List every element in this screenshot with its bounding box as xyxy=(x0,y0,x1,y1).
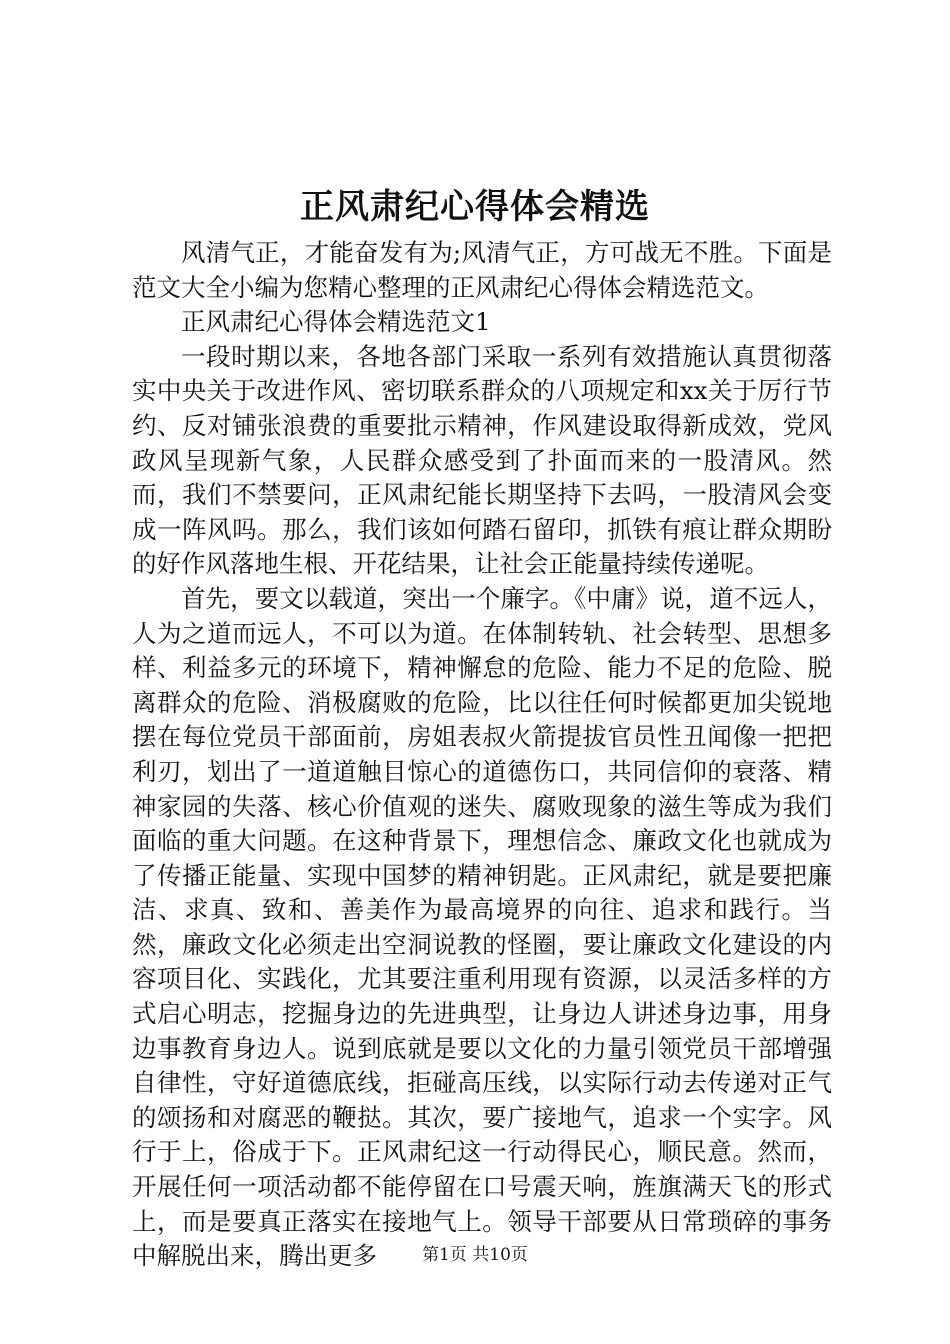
document-body xyxy=(132,236,832,1274)
body-paragraph: 一段时期以来，各地各部门采取一系列有效措施认真贯彻落实中央关于改进作风、密切联系群众的八项规定和xx关于厉行节约、反对铺张浪费的重要批示精神，作风建设取得新成效，党风政风呈现新气象，人民群众感受到了扑面而来的一股清风。然而，我们不禁要问，正风肃纪能长期坚持下去吗，一股清风会变成一阵风吗。那么，我们该如何踏石留印，抓铁有痕让群众期盼的好作风落地生根、开花结果，让社会正能量持续传递呢。 xyxy=(132,341,832,579)
document-title: 正风肃纪心得体会精选 xyxy=(300,187,650,227)
intro-paragraph: 风清气正，才能奋发有为;风清气正，方可战无不胜。下面是范文大全小编为您精心整理的正风肃纪心得体会精选范文。 xyxy=(132,238,832,302)
page-footer: 第1页 共10页 xyxy=(422,1245,528,1265)
body-paragraph: 首先，要文以载道，突出一个廉字。《中庸》说，道不远人，人为之道而远人，不可以为道。在体制转轨、社会转型、思想多样、利益多元的环境下，精神懈怠的危险、能力不足的危险、脱离群众的危险、消极腐败的危险，比以往任何时候都更加尖锐地摆在每位党员干部面前，房姐表叔火箭提拔官员性丑闻像一把把利刃，划出了一道道触目惊心的道德伤口，共同信仰的衰落、精神家园的失落、核心价值观的迷失、腐败现象的滋生等成为我们面临的重大问题。在这种背景下，理想信念、廉政文化也就成为了传播正能量、实现中国梦的精神钥匙。正风肃纪，就是要把廉洁、求真、致和、善美作为最高境界的向往、追求和践行。当然，廉政文化必须走出空洞说教的怪圈，要让廉政文化建设的内容项目化、实践化，尤其要注重利用现有资源，以灵活多样的方式启心明志，挖掘身边的先进典型，让身边人讲述身边事，用身边事教育身边人。说到底就是要以文化的力量引领党员干部增强自律性，守好道德底线，拒碰高压线，以实际行动去传递对正气的颂扬和对腐恶的鞭挞。其次，要广接地气，追求一个实字。风行于上，俗成于下。正风肃纪这一行动得民心，顺民意。然而，开展任何一项活动都不能停留在口号震天响，旌旗满天飞的形式上，而是要真正落实在接地气上。领导干部要从日常琐碎的事务中解脱出来，腾出更多 xyxy=(132,583,832,1271)
section-heading: 正风肃纪心得体会精选范文1 xyxy=(181,307,491,337)
